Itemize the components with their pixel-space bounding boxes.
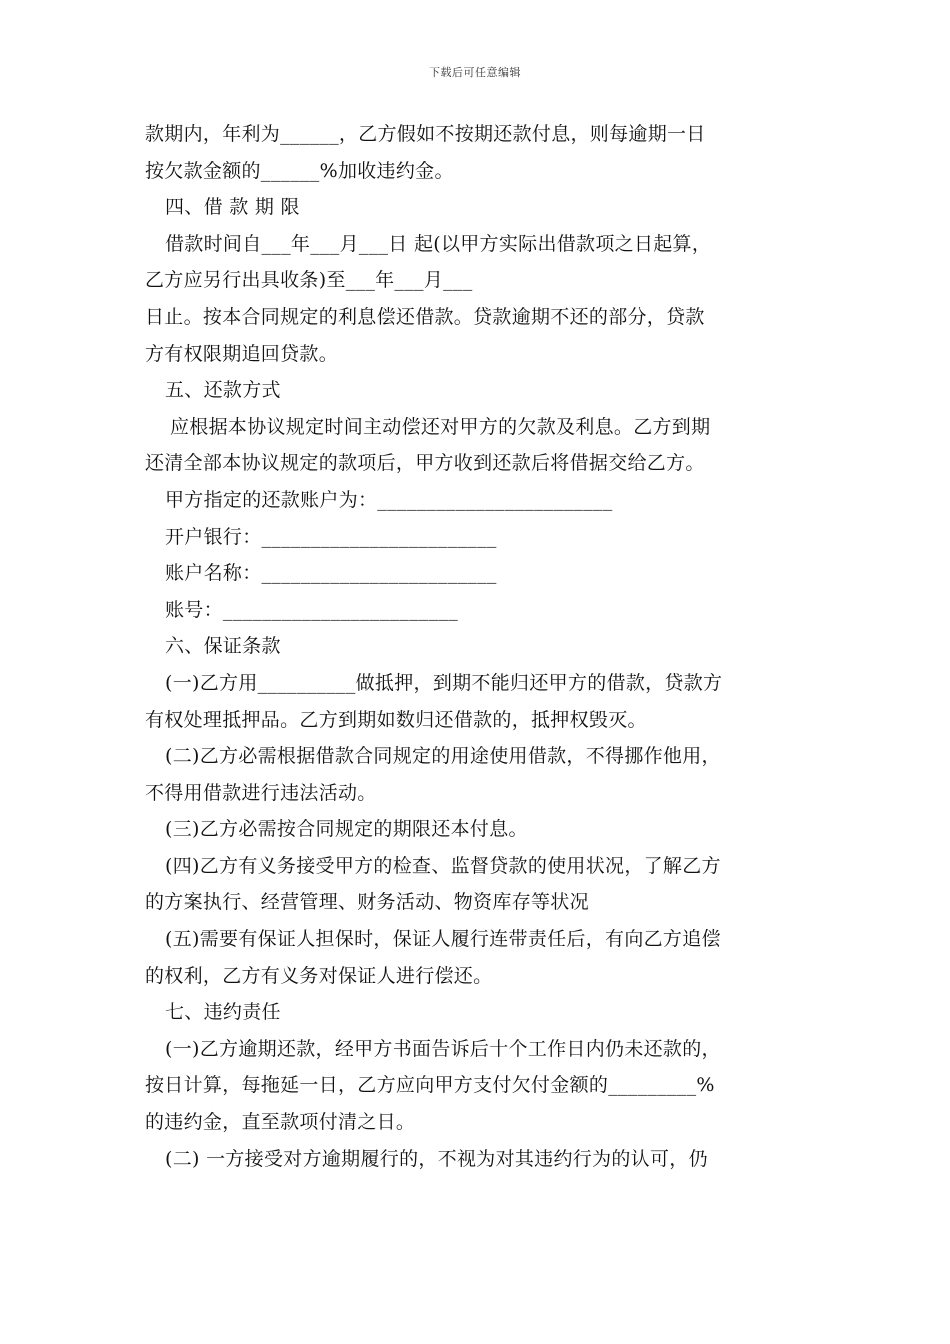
section-heading-loan-term: 四、借 款 期 限 — [165, 196, 300, 219]
document-body — [145, 116, 810, 1177]
paragraph-line: 乙方应另行出具收条)至___年___月___ — [145, 269, 473, 292]
paragraph-line: 日止。按本合同规定的利息偿还借款。贷款逾期不还的部分，贷款 — [145, 305, 705, 328]
paragraph-line: (五)需要有保证人担保时，保证人履行连带责任后，有向乙方追偿 — [165, 928, 721, 951]
paragraph-line: 按欠款金额的______%加收违约金。 — [145, 159, 454, 182]
bank-name-line: 开户银行：________________________ — [165, 525, 497, 548]
repayment-account-line: 甲方指定的还款账户为：________________________ — [165, 488, 613, 511]
paragraph-line: (三)乙方必需按合同规定的期限还本付息。 — [165, 818, 528, 841]
paragraph-line: 还清全部本协议规定的款项后，甲方收到还款后将借据交给乙方。 — [145, 452, 705, 475]
account-number-line: 账号：________________________ — [165, 598, 459, 621]
section-heading-liability: 七、违约责任 — [165, 1001, 281, 1024]
paragraph-line: 不得用借款进行违法活动。 — [145, 781, 377, 804]
paragraph-line: 的权利，乙方有义务对保证人进行偿还。 — [145, 964, 493, 987]
paragraph-line: 应根据本协议规定时间主动偿还对甲方的欠款及利息。乙方到期 — [170, 415, 711, 438]
account-name-line: 账户名称：________________________ — [165, 562, 497, 585]
paragraph-line: 方有权限期追回贷款。 — [145, 342, 339, 365]
paragraph-line: 款期内，年利为______，乙方假如不按期还款付息，则每逾期一日 — [145, 123, 706, 145]
paragraph-line: 按日计算，每拖延一日，乙方应向甲方支付欠付金额的_________% — [145, 1074, 715, 1097]
paragraph-line: (一)乙方用__________做抵押，到期不能归还甲方的借款，贷款方 — [165, 671, 723, 694]
paragraph-line: (二)乙方必需根据借款合同规定的用途使用借款，不得挪作他用， — [165, 745, 721, 768]
paragraph-line: 的违约金，直至款项付清之日。 — [145, 1111, 416, 1134]
paragraph-line: 的方案执行、经营管理、财务活动、物资库存等状况 — [145, 891, 589, 914]
paragraph-line: (二) 一方接受对方逾期履行的，不视为对其违约行为的认可，仍 — [165, 1147, 708, 1170]
section-heading-repayment: 五、还款方式 — [165, 379, 281, 402]
page-header-note: 下载后可任意编辑 — [429, 66, 521, 79]
paragraph-line: 有权处理抵押品。乙方到期如数归还借款的，抵押权毁灭。 — [145, 708, 647, 731]
section-heading-guarantee: 六、保证条款 — [165, 635, 281, 658]
paragraph-line: (四)乙方有义务接受甲方的检查、监督贷款的使用状况，了解乙方 — [165, 854, 721, 877]
paragraph-line: (一)乙方逾期还款，经甲方书面告诉后十个工作日内仍未还款的， — [165, 1037, 721, 1060]
paragraph-line: 借款时间自___年___月___日 起(以甲方实际出借款项之日起算， — [165, 232, 712, 255]
